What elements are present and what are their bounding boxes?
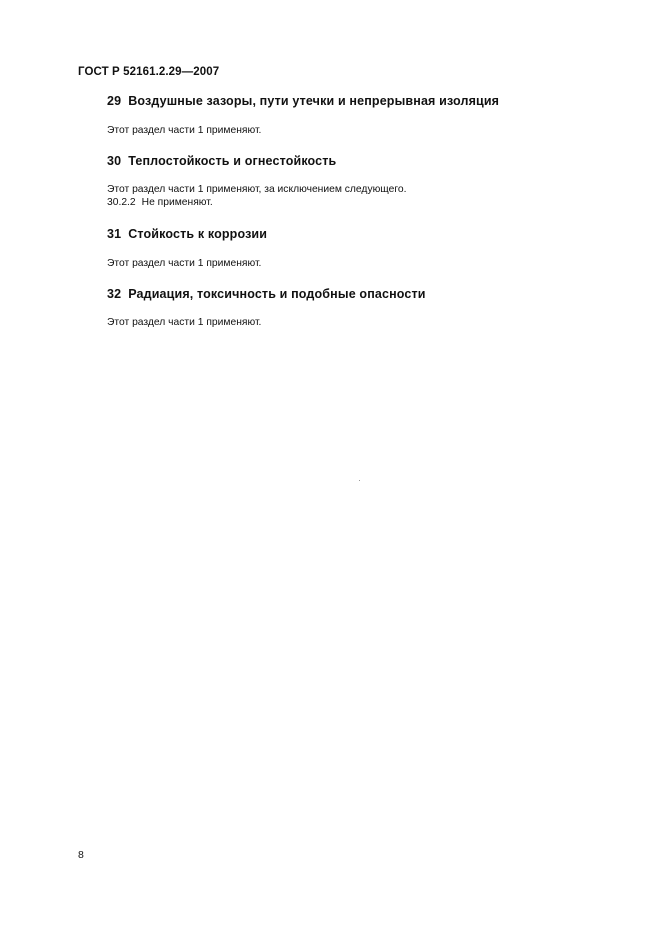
section-30-body (107, 183, 407, 209)
page-number: 8 (78, 849, 84, 861)
document-code-header: ГОСТ Р 52161.2.29—2007 (78, 66, 220, 78)
section-number: 31 (107, 227, 122, 241)
section-30-heading (107, 154, 336, 168)
section-paragraph: Этот раздел части 1 применяют. (107, 317, 262, 328)
section-31-heading (107, 227, 267, 241)
section-32-body (107, 316, 261, 329)
section-32-heading (107, 287, 426, 301)
section-title: Стойкость к коррозии (128, 227, 268, 241)
section-title: Радиация, токсичность и подобные опасности (128, 287, 426, 301)
scan-speck (359, 480, 360, 481)
subitem-text: Не применяют. (141, 197, 213, 208)
section-paragraph: Этот раздел части 1 применяют. (107, 125, 262, 136)
section-29-body (107, 124, 261, 137)
section-paragraph: Этот раздел части 1 применяют. (107, 258, 262, 269)
section-title: Воздушные зазоры, пути утечки и непрерывная изоляция (128, 94, 500, 108)
subitem-number: 30.2.2 (107, 197, 136, 208)
section-number: 32 (107, 287, 122, 301)
section-29-heading (107, 94, 499, 108)
section-number: 29 (107, 94, 122, 108)
section-paragraph: Этот раздел части 1 применяют, за исключением следующего. (107, 184, 407, 195)
section-number: 30 (107, 154, 122, 168)
subitem-paragraph (107, 196, 407, 209)
section-title: Теплостойкость и огнестойкость (128, 154, 337, 168)
section-31-body (107, 257, 261, 270)
